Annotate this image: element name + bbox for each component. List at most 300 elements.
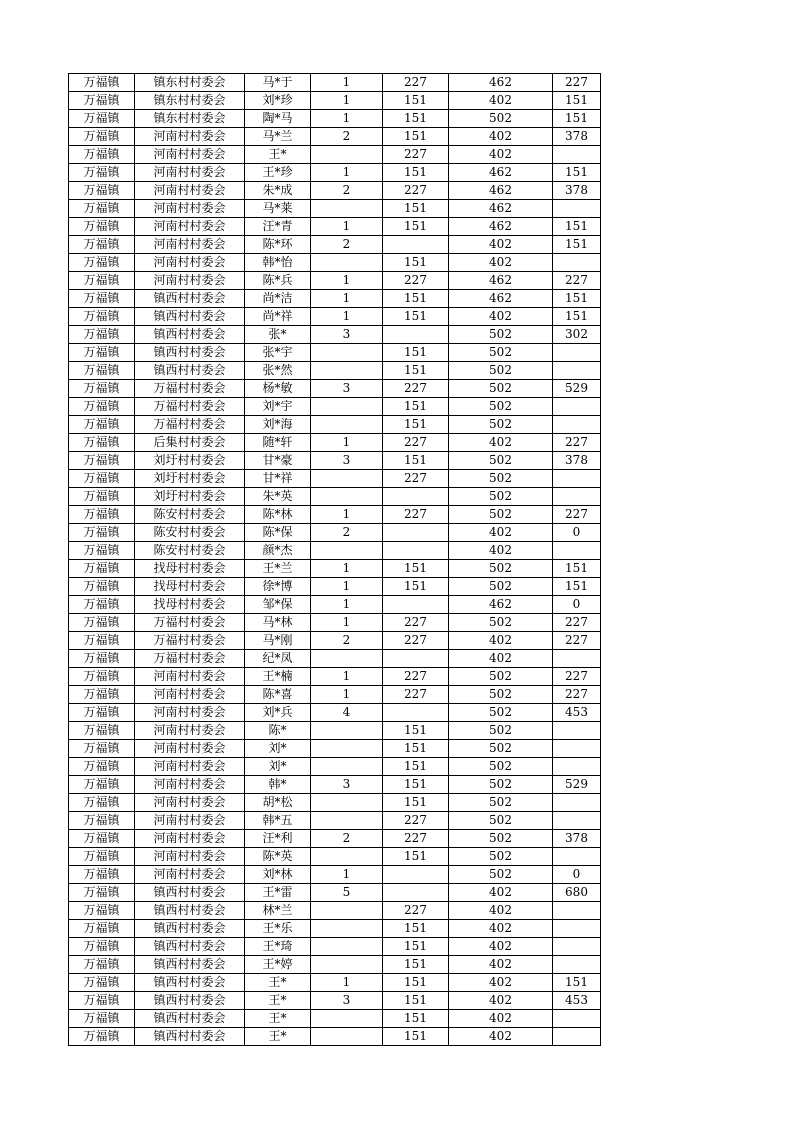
town-cell: 万福镇 <box>69 902 135 920</box>
town-cell: 万福镇 <box>69 794 135 812</box>
name-cell: 刘* <box>245 740 311 758</box>
table-row <box>69 992 601 1010</box>
name-cell: 张*宇 <box>245 344 311 362</box>
total-cell <box>553 146 601 164</box>
count-cell <box>311 758 383 776</box>
village-committee-cell: 河南村村委会 <box>135 830 245 848</box>
amount-a-cell: 151 <box>383 254 449 272</box>
name-cell: 甘*祥 <box>245 470 311 488</box>
town-cell: 万福镇 <box>69 344 135 362</box>
town-cell: 万福镇 <box>69 866 135 884</box>
village-committee-cell: 镇西村村委会 <box>135 290 245 308</box>
name-cell: 王* <box>245 992 311 1010</box>
name-cell: 刘*宇 <box>245 398 311 416</box>
amount-b-cell: 502 <box>449 812 553 830</box>
amount-b-cell: 402 <box>449 434 553 452</box>
town-cell: 万福镇 <box>69 272 135 290</box>
total-cell: 529 <box>553 776 601 794</box>
amount-b-cell: 502 <box>449 488 553 506</box>
town-cell: 万福镇 <box>69 380 135 398</box>
total-cell <box>553 812 601 830</box>
name-cell: 马*兰 <box>245 128 311 146</box>
table-row <box>69 812 601 830</box>
count-cell: 3 <box>311 776 383 794</box>
count-cell <box>311 254 383 272</box>
total-cell: 227 <box>553 632 601 650</box>
table-row <box>69 938 601 956</box>
amount-b-cell: 462 <box>449 272 553 290</box>
name-cell: 王*珍 <box>245 164 311 182</box>
total-cell: 151 <box>553 290 601 308</box>
amount-a-cell <box>383 542 449 560</box>
total-cell <box>553 416 601 434</box>
village-committee-cell: 镇西村村委会 <box>135 1010 245 1028</box>
amount-b-cell: 502 <box>449 380 553 398</box>
name-cell: 陶*马 <box>245 110 311 128</box>
village-committee-cell: 河南村村委会 <box>135 686 245 704</box>
count-cell: 2 <box>311 128 383 146</box>
village-committee-cell: 河南村村委会 <box>135 848 245 866</box>
total-cell <box>553 794 601 812</box>
amount-b-cell: 402 <box>449 236 553 254</box>
table-row <box>69 290 601 308</box>
table-row <box>69 830 601 848</box>
name-cell: 胡*松 <box>245 794 311 812</box>
name-cell: 甘*豪 <box>245 452 311 470</box>
amount-b-cell: 402 <box>449 884 553 902</box>
count-cell: 1 <box>311 866 383 884</box>
village-committee-cell: 河南村村委会 <box>135 254 245 272</box>
total-cell <box>553 722 601 740</box>
table-row <box>69 974 601 992</box>
amount-b-cell: 462 <box>449 290 553 308</box>
town-cell: 万福镇 <box>69 110 135 128</box>
total-cell: 151 <box>553 164 601 182</box>
village-committee-cell: 河南村村委会 <box>135 218 245 236</box>
total-cell <box>553 200 601 218</box>
amount-b-cell: 402 <box>449 920 553 938</box>
name-cell: 马*于 <box>245 74 311 92</box>
village-committee-cell: 镇西村村委会 <box>135 884 245 902</box>
town-cell: 万福镇 <box>69 398 135 416</box>
name-cell: 王* <box>245 1028 311 1046</box>
total-cell: 227 <box>553 686 601 704</box>
village-committee-cell: 河南村村委会 <box>135 272 245 290</box>
town-cell: 万福镇 <box>69 956 135 974</box>
amount-a-cell: 227 <box>383 146 449 164</box>
amount-b-cell: 502 <box>449 686 553 704</box>
table-row <box>69 884 601 902</box>
amount-a-cell: 151 <box>383 740 449 758</box>
town-cell: 万福镇 <box>69 1010 135 1028</box>
total-cell: 151 <box>553 578 601 596</box>
amount-a-cell: 151 <box>383 92 449 110</box>
name-cell: 汪*利 <box>245 830 311 848</box>
amount-a-cell: 151 <box>383 110 449 128</box>
name-cell: 朱*成 <box>245 182 311 200</box>
table-row <box>69 146 601 164</box>
amount-a-cell: 151 <box>383 848 449 866</box>
village-committee-cell: 万福村村委会 <box>135 632 245 650</box>
table-row <box>69 668 601 686</box>
amount-a-cell: 151 <box>383 776 449 794</box>
total-cell: 453 <box>553 992 601 1010</box>
count-cell: 1 <box>311 74 383 92</box>
amount-b-cell: 402 <box>449 542 553 560</box>
village-committee-cell: 镇西村村委会 <box>135 1028 245 1046</box>
amount-b-cell: 402 <box>449 524 553 542</box>
total-cell <box>553 848 601 866</box>
name-cell: 王*兰 <box>245 560 311 578</box>
amount-b-cell: 462 <box>449 596 553 614</box>
amount-b-cell: 402 <box>449 974 553 992</box>
total-cell <box>553 362 601 380</box>
amount-b-cell: 502 <box>449 560 553 578</box>
count-cell: 1 <box>311 506 383 524</box>
name-cell: 随*轩 <box>245 434 311 452</box>
town-cell: 万福镇 <box>69 686 135 704</box>
town-cell: 万福镇 <box>69 236 135 254</box>
count-cell: 2 <box>311 236 383 254</box>
amount-b-cell: 402 <box>449 308 553 326</box>
amount-a-cell: 227 <box>383 686 449 704</box>
total-cell: 378 <box>553 830 601 848</box>
name-cell: 陈*保 <box>245 524 311 542</box>
count-cell: 2 <box>311 632 383 650</box>
village-committee-cell: 镇东村村委会 <box>135 110 245 128</box>
count-cell <box>311 794 383 812</box>
town-cell: 万福镇 <box>69 722 135 740</box>
amount-a-cell <box>383 326 449 344</box>
village-committee-cell: 河南村村委会 <box>135 182 245 200</box>
amount-a-cell: 151 <box>383 1010 449 1028</box>
amount-b-cell: 502 <box>449 722 553 740</box>
count-cell: 2 <box>311 182 383 200</box>
town-cell: 万福镇 <box>69 668 135 686</box>
total-cell: 0 <box>553 596 601 614</box>
town-cell: 万福镇 <box>69 434 135 452</box>
town-cell: 万福镇 <box>69 830 135 848</box>
count-cell: 1 <box>311 272 383 290</box>
table-row <box>69 236 601 254</box>
total-cell <box>553 488 601 506</box>
town-cell: 万福镇 <box>69 92 135 110</box>
village-committee-cell: 镇西村村委会 <box>135 902 245 920</box>
town-cell: 万福镇 <box>69 200 135 218</box>
village-committee-cell: 镇西村村委会 <box>135 344 245 362</box>
data-table <box>68 73 601 1046</box>
name-cell: 陈* <box>245 722 311 740</box>
table-row <box>69 128 601 146</box>
amount-a-cell <box>383 884 449 902</box>
amount-a-cell <box>383 704 449 722</box>
table-row <box>69 110 601 128</box>
count-cell: 3 <box>311 380 383 398</box>
table-row <box>69 182 601 200</box>
town-cell: 万福镇 <box>69 542 135 560</box>
village-committee-cell: 万福村村委会 <box>135 380 245 398</box>
total-cell: 151 <box>553 92 601 110</box>
table-row <box>69 1010 601 1028</box>
count-cell: 1 <box>311 92 383 110</box>
table-row <box>69 308 601 326</box>
town-cell: 万福镇 <box>69 290 135 308</box>
village-committee-cell: 刘圩村村委会 <box>135 452 245 470</box>
town-cell: 万福镇 <box>69 416 135 434</box>
name-cell: 徐*博 <box>245 578 311 596</box>
amount-b-cell: 402 <box>449 92 553 110</box>
table-row <box>69 488 601 506</box>
total-cell <box>553 740 601 758</box>
table-row <box>69 848 601 866</box>
amount-a-cell: 151 <box>383 452 449 470</box>
name-cell: 张*然 <box>245 362 311 380</box>
amount-b-cell: 502 <box>449 614 553 632</box>
count-cell: 1 <box>311 560 383 578</box>
table-row <box>69 650 601 668</box>
count-cell <box>311 902 383 920</box>
total-cell: 302 <box>553 326 601 344</box>
town-cell: 万福镇 <box>69 632 135 650</box>
table-row <box>69 632 601 650</box>
table-row <box>69 416 601 434</box>
total-cell: 227 <box>553 668 601 686</box>
count-cell <box>311 416 383 434</box>
count-cell <box>311 542 383 560</box>
name-cell: 朱*英 <box>245 488 311 506</box>
amount-a-cell: 227 <box>383 632 449 650</box>
amount-a-cell: 227 <box>383 668 449 686</box>
total-cell <box>553 1010 601 1028</box>
village-committee-cell: 镇东村村委会 <box>135 92 245 110</box>
table-row <box>69 326 601 344</box>
name-cell: 王*婷 <box>245 956 311 974</box>
total-cell: 453 <box>553 704 601 722</box>
table-row <box>69 542 601 560</box>
town-cell: 万福镇 <box>69 218 135 236</box>
name-cell: 陈*喜 <box>245 686 311 704</box>
town-cell: 万福镇 <box>69 164 135 182</box>
count-cell: 1 <box>311 434 383 452</box>
table-row <box>69 344 601 362</box>
name-cell: 刘*林 <box>245 866 311 884</box>
amount-a-cell: 151 <box>383 128 449 146</box>
name-cell: 尚*祥 <box>245 308 311 326</box>
total-cell: 378 <box>553 182 601 200</box>
table-row <box>69 758 601 776</box>
count-cell <box>311 398 383 416</box>
town-cell: 万福镇 <box>69 326 135 344</box>
amount-b-cell: 502 <box>449 866 553 884</box>
amount-a-cell: 151 <box>383 218 449 236</box>
name-cell: 陈*林 <box>245 506 311 524</box>
total-cell: 227 <box>553 272 601 290</box>
amount-b-cell: 402 <box>449 146 553 164</box>
village-committee-cell: 陈安村村委会 <box>135 542 245 560</box>
town-cell: 万福镇 <box>69 488 135 506</box>
village-committee-cell: 万福村村委会 <box>135 650 245 668</box>
amount-a-cell: 151 <box>383 1028 449 1046</box>
amount-a-cell: 151 <box>383 956 449 974</box>
amount-b-cell: 462 <box>449 164 553 182</box>
total-cell <box>553 398 601 416</box>
town-cell: 万福镇 <box>69 470 135 488</box>
table-row <box>69 578 601 596</box>
table-row <box>69 218 601 236</box>
table-row <box>69 272 601 290</box>
amount-a-cell <box>383 488 449 506</box>
table-row <box>69 254 601 272</box>
town-cell: 万福镇 <box>69 650 135 668</box>
town-cell: 万福镇 <box>69 974 135 992</box>
count-cell <box>311 938 383 956</box>
name-cell: 王*楠 <box>245 668 311 686</box>
town-cell: 万福镇 <box>69 758 135 776</box>
village-committee-cell: 后集村村委会 <box>135 434 245 452</box>
amount-a-cell: 151 <box>383 200 449 218</box>
amount-b-cell: 502 <box>449 470 553 488</box>
total-cell: 529 <box>553 380 601 398</box>
amount-b-cell: 502 <box>449 326 553 344</box>
village-committee-cell: 镇西村村委会 <box>135 938 245 956</box>
name-cell: 刘*珍 <box>245 92 311 110</box>
name-cell: 刘*海 <box>245 416 311 434</box>
table-row <box>69 506 601 524</box>
total-cell <box>553 1028 601 1046</box>
total-cell <box>553 344 601 362</box>
town-cell: 万福镇 <box>69 812 135 830</box>
total-cell: 378 <box>553 128 601 146</box>
count-cell: 1 <box>311 110 383 128</box>
amount-a-cell: 227 <box>383 272 449 290</box>
amount-b-cell: 502 <box>449 398 553 416</box>
table-row <box>69 794 601 812</box>
amount-a-cell: 151 <box>383 308 449 326</box>
name-cell: 马*刚 <box>245 632 311 650</box>
village-committee-cell: 镇东村村委会 <box>135 74 245 92</box>
name-cell: 刘* <box>245 758 311 776</box>
amount-a-cell: 227 <box>383 74 449 92</box>
village-committee-cell: 河南村村委会 <box>135 200 245 218</box>
count-cell: 3 <box>311 326 383 344</box>
count-cell <box>311 812 383 830</box>
count-cell <box>311 920 383 938</box>
count-cell: 1 <box>311 974 383 992</box>
count-cell <box>311 1028 383 1046</box>
amount-b-cell: 502 <box>449 578 553 596</box>
amount-b-cell: 502 <box>449 506 553 524</box>
amount-a-cell: 151 <box>383 398 449 416</box>
town-cell: 万福镇 <box>69 740 135 758</box>
count-cell <box>311 956 383 974</box>
village-committee-cell: 河南村村委会 <box>135 236 245 254</box>
amount-b-cell: 402 <box>449 1028 553 1046</box>
town-cell: 万福镇 <box>69 614 135 632</box>
amount-a-cell: 151 <box>383 290 449 308</box>
amount-a-cell <box>383 596 449 614</box>
village-committee-cell: 找母村村委会 <box>135 560 245 578</box>
total-cell <box>553 650 601 668</box>
town-cell: 万福镇 <box>69 128 135 146</box>
table-row <box>69 470 601 488</box>
town-cell: 万福镇 <box>69 182 135 200</box>
name-cell: 颜*杰 <box>245 542 311 560</box>
total-cell: 0 <box>553 866 601 884</box>
town-cell: 万福镇 <box>69 776 135 794</box>
name-cell: 王* <box>245 1010 311 1028</box>
amount-b-cell: 402 <box>449 650 553 668</box>
amount-b-cell: 502 <box>449 830 553 848</box>
spreadsheet-page <box>68 73 601 1046</box>
table-row <box>69 380 601 398</box>
count-cell <box>311 1010 383 1028</box>
village-committee-cell: 镇西村村委会 <box>135 308 245 326</box>
village-committee-cell: 刘圩村村委会 <box>135 488 245 506</box>
count-cell: 2 <box>311 830 383 848</box>
name-cell: 陈*英 <box>245 848 311 866</box>
village-committee-cell: 镇西村村委会 <box>135 974 245 992</box>
count-cell: 5 <box>311 884 383 902</box>
amount-b-cell: 462 <box>449 182 553 200</box>
total-cell: 227 <box>553 506 601 524</box>
name-cell: 张* <box>245 326 311 344</box>
count-cell <box>311 650 383 668</box>
town-cell: 万福镇 <box>69 920 135 938</box>
table-row <box>69 452 601 470</box>
amount-a-cell <box>383 866 449 884</box>
table-row <box>69 704 601 722</box>
village-committee-cell: 镇西村村委会 <box>135 956 245 974</box>
table-row <box>69 74 601 92</box>
total-cell: 151 <box>553 974 601 992</box>
amount-a-cell: 227 <box>383 470 449 488</box>
total-cell <box>553 956 601 974</box>
count-cell: 3 <box>311 992 383 1010</box>
amount-b-cell: 402 <box>449 902 553 920</box>
count-cell: 1 <box>311 686 383 704</box>
amount-a-cell: 151 <box>383 938 449 956</box>
table-row <box>69 740 601 758</box>
count-cell: 1 <box>311 290 383 308</box>
village-committee-cell: 刘圩村村委会 <box>135 470 245 488</box>
name-cell: 马*莱 <box>245 200 311 218</box>
amount-b-cell: 502 <box>449 848 553 866</box>
name-cell: 马*林 <box>245 614 311 632</box>
amount-a-cell: 227 <box>383 380 449 398</box>
name-cell: 陈*环 <box>245 236 311 254</box>
village-committee-cell: 镇西村村委会 <box>135 992 245 1010</box>
count-cell: 1 <box>311 596 383 614</box>
name-cell: 汪*青 <box>245 218 311 236</box>
amount-a-cell: 227 <box>383 614 449 632</box>
village-committee-cell: 河南村村委会 <box>135 812 245 830</box>
town-cell: 万福镇 <box>69 74 135 92</box>
table-row <box>69 902 601 920</box>
name-cell: 韩* <box>245 776 311 794</box>
town-cell: 万福镇 <box>69 452 135 470</box>
count-cell: 1 <box>311 308 383 326</box>
table-row <box>69 362 601 380</box>
amount-b-cell: 462 <box>449 74 553 92</box>
amount-b-cell: 402 <box>449 956 553 974</box>
amount-b-cell: 502 <box>449 704 553 722</box>
table-row <box>69 686 601 704</box>
count-cell <box>311 362 383 380</box>
town-cell: 万福镇 <box>69 938 135 956</box>
table-row <box>69 524 601 542</box>
amount-b-cell: 402 <box>449 128 553 146</box>
count-cell: 3 <box>311 452 383 470</box>
